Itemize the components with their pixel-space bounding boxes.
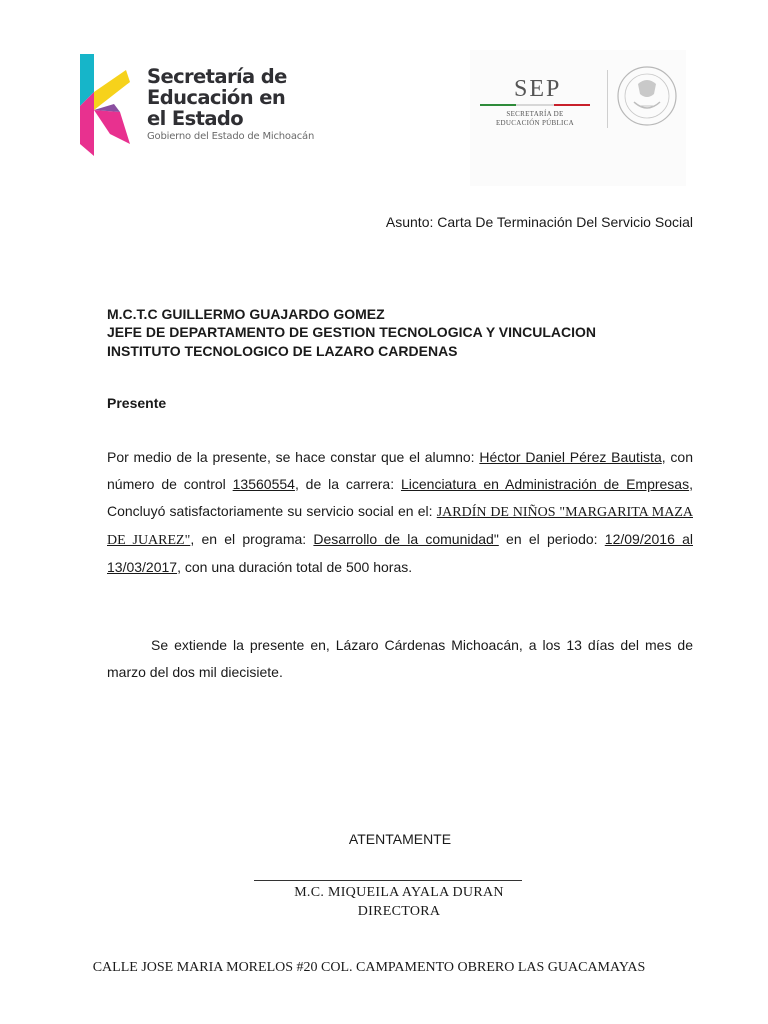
body-text: , Concluyó satisfactoriamente su servicio social en el:	[107, 476, 693, 519]
institution-name: JARDÍN DE NIÑOS "MARGARITA MAZA DE JUAREZ"	[107, 505, 693, 548]
salutation: Presente	[107, 395, 167, 411]
secretaria-logo-icon	[74, 52, 134, 158]
body-text: , con número de control	[107, 449, 693, 492]
signer-title: DIRECTORA	[357, 904, 441, 919]
signature-line	[254, 880, 522, 881]
sep-subtitle-line: EDUCACIÓN PÚBLICA	[495, 119, 575, 127]
addressee-institution: INSTITUTO TECNOLOGICO DE LAZARO CARDENAS	[107, 343, 458, 359]
subject-line: Asunto: Carta De Terminación Del Servicio Social	[385, 214, 693, 230]
sep-subtitle-line: SECRETARÍA DE	[506, 110, 564, 118]
body-text: Por medio de la presente, se hace constar que el alumno:	[107, 449, 480, 465]
logo-divider	[607, 70, 608, 128]
logo-title-line: Secretaría de	[147, 65, 287, 88]
logo-title-line: el Estado	[147, 107, 244, 130]
logo-title-line: Educación en	[147, 86, 286, 109]
closing: ATENTAMENTE	[348, 831, 452, 847]
body-text: , con una duración total de 500 horas.	[177, 559, 413, 575]
body-paragraph: Se extiende la presente en, Lázaro Cárdenas Michoacán, a los 13 días del mes de marzo del dos mil diecisiete.	[107, 637, 693, 680]
body-text: , en el programa:	[190, 531, 314, 547]
addressee-position: JEFE DE DEPARTAMENTO DE GESTION TECNOLOGICA Y VINCULACION	[107, 324, 597, 340]
signer-name: M.C. MIQUEILA AYALA DURAN	[294, 885, 504, 900]
service-period: 12/09/2016 al 13/03/2017	[107, 531, 693, 575]
body-text: en el periodo:	[498, 531, 605, 547]
career-name: Licenciatura en Administración de Empresas	[400, 476, 690, 492]
footer-address: CALLE JOSE MARIA MORELOS #20 COL. CAMPAMENTO OBRERO LAS GUACAMAYAS	[92, 960, 646, 975]
body-paragraph	[107, 444, 693, 581]
program-name: Desarrollo de la comunidad"	[313, 531, 499, 547]
student-name: Héctor Daniel Pérez Bautista	[479, 449, 662, 465]
control-number: 13560554	[232, 476, 295, 492]
sep-acronym: SEP	[514, 76, 562, 102]
body-text: , de la carrera:	[294, 476, 401, 492]
addressee-name: M.C.T.C GUILLERMO GUAJARDO GOMEZ	[107, 306, 385, 322]
logo-subtitle: Gobierno del Estado de Michoacán	[147, 131, 315, 142]
sep-tricolor-rule	[480, 104, 590, 106]
mexico-coat-of-arms-seal-icon	[612, 64, 682, 128]
